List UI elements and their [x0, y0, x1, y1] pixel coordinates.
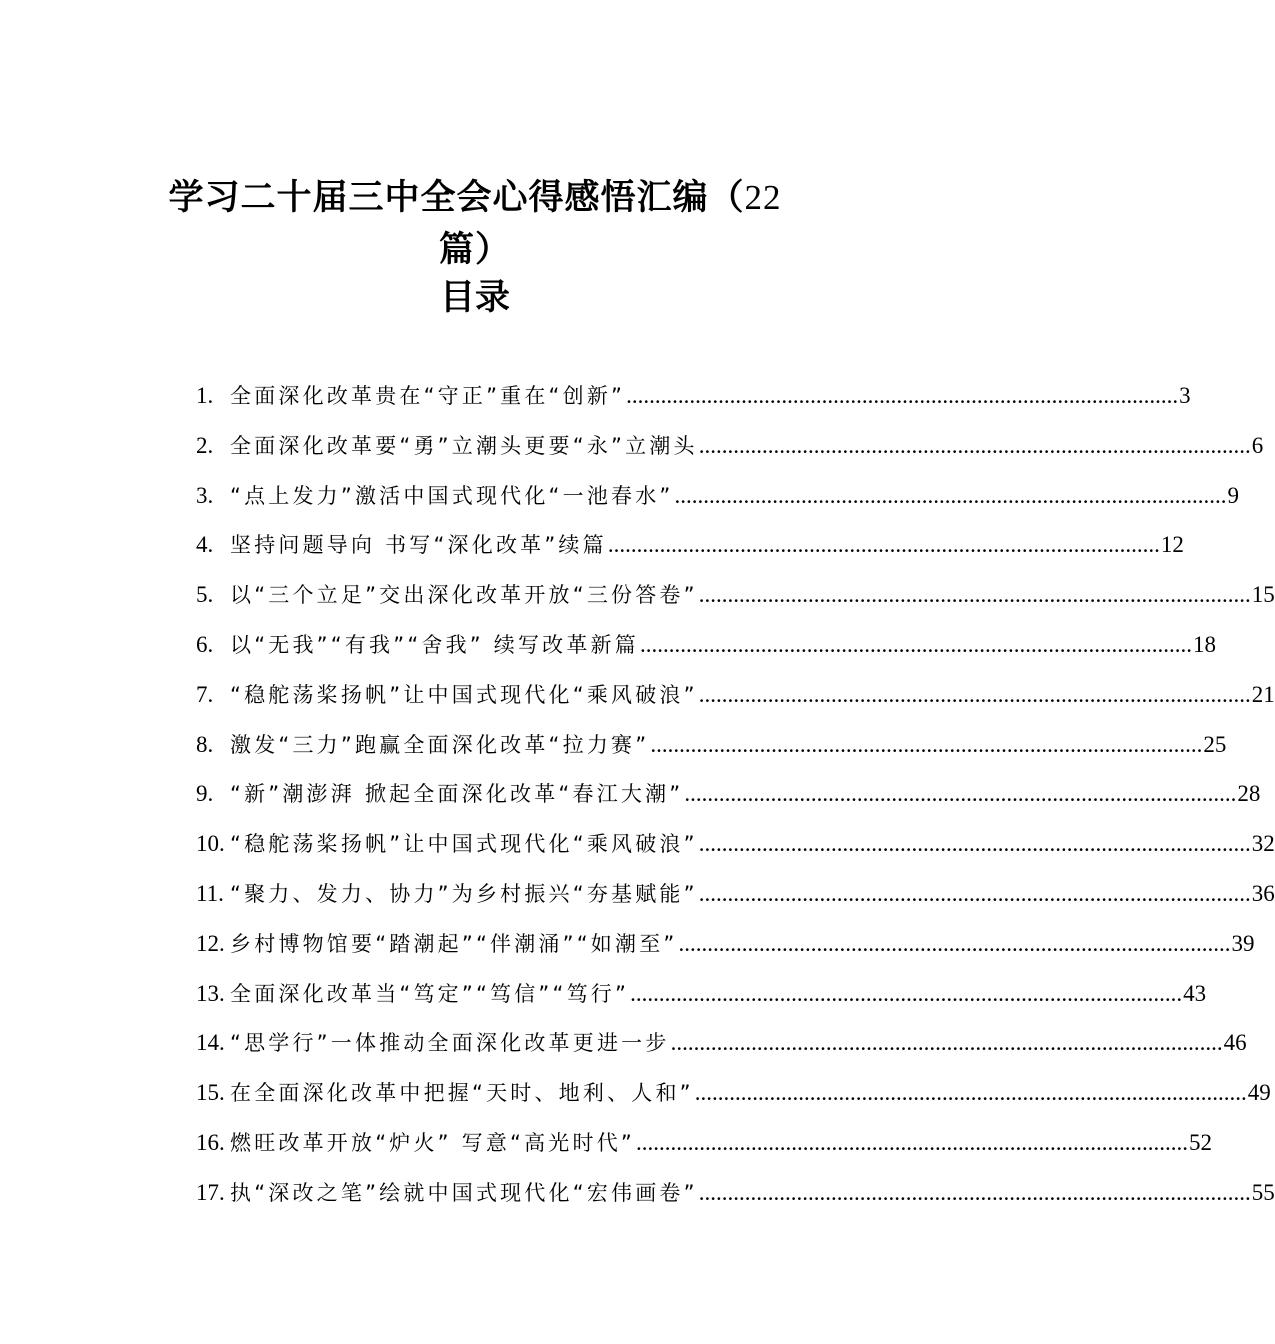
- toc-entry-title: 在全面深化改革中把握“天时、地利、人和”: [230, 1081, 694, 1106]
- toc-entry-page-number: 39: [1231, 930, 1255, 956]
- toc-entry-title: 乡村博物馆要“踏潮起”“伴潮涌”“如潮至”: [230, 931, 678, 956]
- toc-entry-page-number: 18: [1192, 631, 1216, 657]
- toc-entry-page-number: 32: [1251, 831, 1275, 857]
- toc-entry-leader-dots: [699, 682, 1251, 708]
- toc-entry[interactable]: [196, 380, 1191, 430]
- toc-entry-page-number: 9: [1227, 482, 1240, 508]
- toc-entry-number: 17.: [196, 1179, 225, 1205]
- toc-entry-number: 6.: [196, 631, 214, 657]
- toc-entry-number: 4.: [196, 532, 214, 558]
- toc-entry[interactable]: [196, 828, 1275, 878]
- toc-entry-number: 16.: [196, 1129, 225, 1155]
- toc-entry-title: 激发“三力”跑赢全面深化改革“拉力赛”: [230, 732, 650, 757]
- toc-entry-leader-dots: [699, 1180, 1251, 1206]
- document-title: [150, 172, 800, 276]
- toc-entry-leader-dots: [678, 931, 1230, 957]
- toc-entry-leader-dots: [650, 732, 1202, 758]
- toc-entry[interactable]: [196, 529, 1184, 579]
- toc-entry-title: 以“三个立足”交出深化改革开放“三份答卷”: [230, 583, 698, 608]
- toc-entry-page-number: 28: [1237, 781, 1261, 807]
- toc-entry-leader-dots: [699, 881, 1251, 907]
- toc-entry-page-number: 6: [1251, 432, 1264, 458]
- toc-entry-number: 12.: [196, 930, 225, 956]
- toc-entry-page-number: 15: [1251, 582, 1275, 608]
- toc-entry-page-number: 55: [1251, 1179, 1275, 1205]
- toc-entry-leader-dots: [675, 483, 1227, 509]
- toc-entry-number: 1.: [196, 383, 214, 408]
- toc-entry-title: 坚持问题导向 书写“深化改革”续篇: [230, 533, 607, 558]
- toc-heading: 目录: [439, 278, 510, 318]
- title-line-1: 学习二十届三中全会心得感悟汇编（: [168, 178, 745, 218]
- toc-entry-title: “聚力、发力、协力”为乡村振兴“夯基赋能”: [230, 881, 698, 906]
- toc-entry-title: “点上发力”激活中国式现代化“一池春水”: [230, 483, 674, 508]
- title-line-2: 篇）: [438, 230, 511, 270]
- toc-entry-number: 3.: [196, 482, 214, 508]
- toc-entry-leader-dots: [608, 532, 1160, 558]
- toc-entry[interactable]: [196, 1027, 1247, 1077]
- toc-entry-leader-dots: [636, 1130, 1188, 1156]
- toc-entry-page-number: 46: [1223, 1030, 1247, 1056]
- toc-entry[interactable]: [196, 878, 1275, 928]
- toc-entry-page-number: 52: [1189, 1129, 1212, 1155]
- toc-entry-number: 8.: [196, 731, 214, 757]
- toc-entry-leader-dots: [640, 632, 1192, 658]
- toc-entry[interactable]: [196, 480, 1240, 530]
- toc-entry[interactable]: [196, 978, 1207, 1028]
- toc-entry-leader-dots: [630, 981, 1182, 1007]
- toc-entry[interactable]: [196, 629, 1216, 679]
- toc-entry-page-number: 25: [1203, 731, 1227, 757]
- toc-entry[interactable]: [196, 430, 1264, 480]
- toc-entry-title: 执“深改之笔”绘就中国式现代化“宏伟画卷”: [230, 1180, 698, 1205]
- table-of-contents: [196, 380, 1275, 1227]
- toc-entry-page-number: 3: [1179, 383, 1191, 408]
- toc-entry-number: 15.: [196, 1080, 225, 1106]
- toc-entry-title: 全面深化改革当“笃定”“笃信”“笃行”: [230, 981, 630, 1006]
- toc-entry-title: “稳舵荡桨扬帆”让中国式现代化“乘风破浪”: [230, 682, 698, 707]
- toc-entry[interactable]: [196, 1127, 1212, 1177]
- toc-entry-page-number: 43: [1183, 980, 1207, 1006]
- toc-entry-title: 燃旺改革开放“炉火” 写意“高光时代”: [230, 1130, 635, 1155]
- toc-entry-title: “思学行”一体推动全面深化改革更进一步: [230, 1031, 670, 1056]
- toc-entry-leader-dots: [626, 383, 1178, 409]
- toc-entry-title: “新”潮澎湃 掀起全面深化改革“春江大潮”: [230, 782, 684, 807]
- toc-entry-title: “稳舵荡桨扬帆”让中国式现代化“乘风破浪”: [230, 832, 698, 857]
- toc-entry-title: 全面深化改革贵在“守正”重在“创新”: [230, 384, 626, 408]
- toc-entry-page-number: 12: [1160, 532, 1184, 558]
- toc-entry[interactable]: [196, 1077, 1271, 1127]
- toc-entry-number: 5.: [196, 582, 214, 608]
- title-count: 22: [744, 178, 782, 217]
- toc-entry-leader-dots: [695, 1080, 1247, 1106]
- toc-entry-page-number: 36: [1251, 880, 1275, 906]
- toc-entry-title: 全面深化改革要“勇”立潮头更要“永”立潮头: [230, 433, 698, 458]
- toc-entry-number: 7.: [196, 681, 214, 707]
- toc-entry-page-number: 49: [1247, 1080, 1271, 1106]
- toc-entry-number: 10.: [196, 831, 225, 857]
- toc-entry-leader-dots: [671, 1030, 1223, 1056]
- toc-entry[interactable]: [196, 579, 1275, 629]
- toc-entry[interactable]: [196, 928, 1255, 978]
- toc-entry-leader-dots: [699, 433, 1251, 459]
- toc-entry[interactable]: [196, 729, 1227, 779]
- toc-entry[interactable]: [196, 1177, 1275, 1227]
- toc-entry-leader-dots: [684, 781, 1236, 807]
- toc-entry-number: 11.: [196, 880, 224, 906]
- toc-entry-number: 13.: [196, 980, 225, 1006]
- toc-entry[interactable]: [196, 679, 1275, 729]
- toc-entry-title: 以“无我”“有我”“舍我” 续写改革新篇: [230, 632, 639, 657]
- toc-entry-number: 14.: [196, 1030, 225, 1056]
- toc-entry-page-number: 21: [1251, 681, 1275, 707]
- toc-entry-number: 2.: [196, 432, 214, 458]
- toc-entry-leader-dots: [699, 831, 1251, 857]
- toc-entry-leader-dots: [699, 582, 1251, 608]
- toc-entry-number: 9.: [196, 781, 214, 807]
- toc-entry[interactable]: [196, 778, 1261, 828]
